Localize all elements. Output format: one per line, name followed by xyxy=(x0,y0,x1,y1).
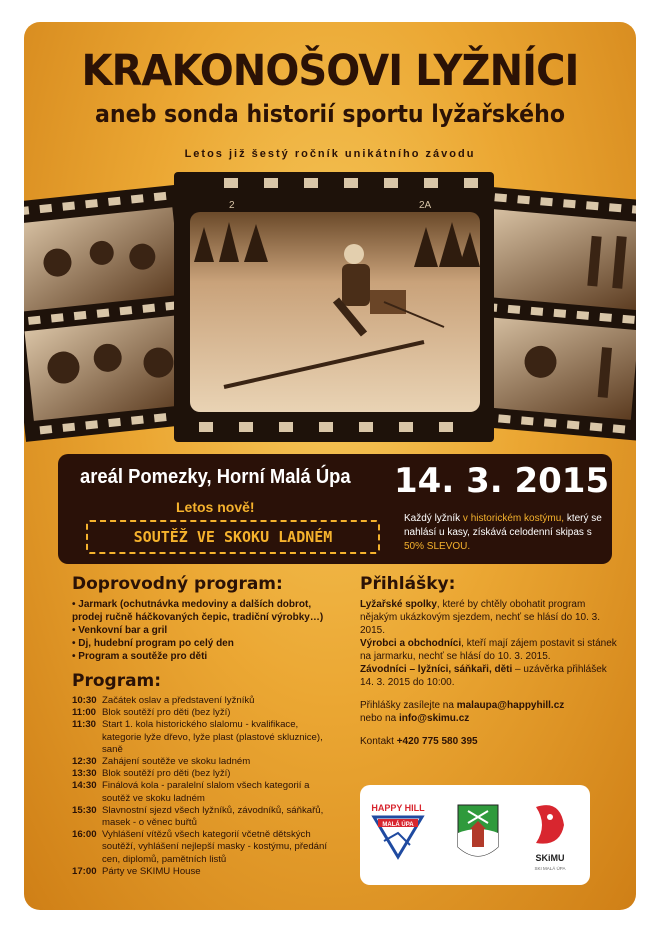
or-text: nebo na xyxy=(360,713,399,724)
discount-note-highlight-2: 50% SLEVOU. xyxy=(404,541,471,552)
signup-racers-text: – uzávěrka přihlášek 14. 3. 2015 do 10:00. xyxy=(360,664,607,688)
signup-clubs-label: Lyžařské spolky xyxy=(360,599,437,610)
novelty-label: Letos nově! xyxy=(176,499,255,515)
discount-note-text-2: který se nahlásí u kasy, získává celodenní skipas s xyxy=(404,513,602,538)
program-heading: Program: xyxy=(72,671,162,691)
signup-emails xyxy=(360,699,622,725)
signup-vendors xyxy=(360,637,622,663)
discount-note xyxy=(404,512,604,554)
accompany-item: • Venkovní bar a gril xyxy=(72,625,168,636)
happy-hill-logo xyxy=(371,803,425,857)
center-film-frame xyxy=(174,172,494,442)
contact xyxy=(360,735,622,748)
email-link-happyhill[interactable]: malaupa@happyhill.cz xyxy=(456,700,565,711)
program-row xyxy=(72,719,334,756)
signup-vendors-text: , kteří mají zájem postavit si stánek na jarmarku, nechť se hlásí do 10. 3. 2015. xyxy=(360,638,617,662)
program-text: Vyhlášení vítězů všech kategorií včetně dětských soutěží, vyhlášení nejlepší masky - kostýmu, předání cen, diplomů, pamětních listů xyxy=(102,829,328,865)
event-info-box xyxy=(58,454,612,564)
program-row xyxy=(72,866,334,878)
program-text: Zahájení soutěže ve skoku ladném xyxy=(102,756,251,768)
venue: areál Pomezky, Horní Malá Úpa xyxy=(80,466,351,488)
sponsor-logos xyxy=(360,785,590,885)
program-text: Slavnostní sjezd všech lyžníků, závodníků, sáňkařů, masek - o věnec buřtů xyxy=(102,804,324,829)
tagline: Letos již šestý ročník unikátního závodu xyxy=(184,148,476,160)
photo-skiers-lined-up xyxy=(481,209,636,311)
program-time: 13:30 xyxy=(72,768,97,780)
signup-racers xyxy=(360,663,622,689)
program-text: Start 1. kola historického slalomu - kvalifikace, kategorie lyže dřevo, lyže plast (plastové skluznice), saně xyxy=(102,719,323,755)
film-mark-left: 2 xyxy=(229,200,235,211)
accompany-item: • Dj, hudební program po celý den xyxy=(72,638,234,649)
svg-text:MALÁ ÚPA: MALÁ ÚPA xyxy=(382,822,414,828)
program-text: Začátek oslav a představení lyžníků xyxy=(102,695,255,706)
program-column xyxy=(72,574,334,878)
film-strip-collage xyxy=(24,172,636,462)
signup-heading: Přihlášky: xyxy=(360,574,456,594)
program-time: 10:30 xyxy=(72,695,97,706)
accompany-heading: Doprovodný program: xyxy=(72,574,283,594)
program-time: 11:30 xyxy=(72,719,97,731)
poster xyxy=(24,22,636,910)
accompany-item: • Program a soutěže pro děti xyxy=(72,651,208,662)
event-title: KRAKONOŠOVI LYŽNÍCI xyxy=(81,46,579,96)
program-row xyxy=(72,768,334,780)
program-text: Blok soutěží pro děti (bez lyží) xyxy=(102,707,231,719)
contact-phone[interactable]: +420 775 580 395 xyxy=(396,736,478,747)
program-row xyxy=(72,707,334,719)
municipality-coat-of-arms xyxy=(458,805,498,856)
signup-clubs-text: , které by chtěly obohatit program nějakým ukázkovým sjezdem, nechť se hlásí do 10. 3. 2015. xyxy=(360,599,600,636)
discount-note-highlight-1: v historickém kostýmu, xyxy=(462,513,565,524)
program-row xyxy=(72,756,334,768)
program-time: 11:00 xyxy=(72,707,97,719)
program-row xyxy=(72,829,334,866)
program-time: 16:00 xyxy=(72,829,97,841)
event-date: 14. 3. 2015 xyxy=(394,461,610,501)
signup-clubs xyxy=(360,598,622,637)
send-text: Přihlášky zasílejte na xyxy=(360,700,457,711)
program-time: 15:30 xyxy=(72,804,97,816)
film-mark-right: 2A xyxy=(419,200,432,211)
svg-text:HAPPY HILL: HAPPY HILL xyxy=(371,803,425,813)
program-time: 12:30 xyxy=(72,756,97,768)
program-row xyxy=(72,780,334,804)
signup-vendors-label: Výrobci a obchodníci xyxy=(360,638,462,649)
discount-note-text-1: Každý lyžník xyxy=(404,513,463,524)
accompany-item: • Jarmark (ochutnávka medoviny a dalších dobrot, prodej ručně háčkovaných čepic, tradiční výrobky…) xyxy=(72,599,324,623)
svg-text:SKI MALÁ ÚPA: SKI MALÁ ÚPA xyxy=(534,866,566,871)
program-text: Blok soutěží pro děti (bez lyží) xyxy=(102,768,231,780)
signup-racers-label: Závodníci – lyžníci, sáňkaři, děti xyxy=(360,664,513,675)
svg-text:SKiMU: SKiMU xyxy=(535,853,565,863)
program-time: 14:30 xyxy=(72,780,97,792)
skimu-logo xyxy=(535,805,566,871)
program-text: Finálová kola - paralelní slalom všech kategorií a soutěž ve skoku ladném xyxy=(102,780,310,804)
program-time: 17:00 xyxy=(72,865,97,877)
email-link-skimu[interactable]: info@skimu.cz xyxy=(398,713,470,724)
contact-label: Kontakt xyxy=(360,736,397,747)
event-subtitle: aneb sonda historií sportu lyžařského xyxy=(94,100,566,128)
program-row xyxy=(72,695,334,707)
program-text: Párty ve SKIMU House xyxy=(102,865,201,877)
contest-badge: SOUTĚŽ VE SKOKU LADNÉM xyxy=(86,520,380,554)
signup-column xyxy=(360,574,622,758)
program-row xyxy=(72,805,334,829)
